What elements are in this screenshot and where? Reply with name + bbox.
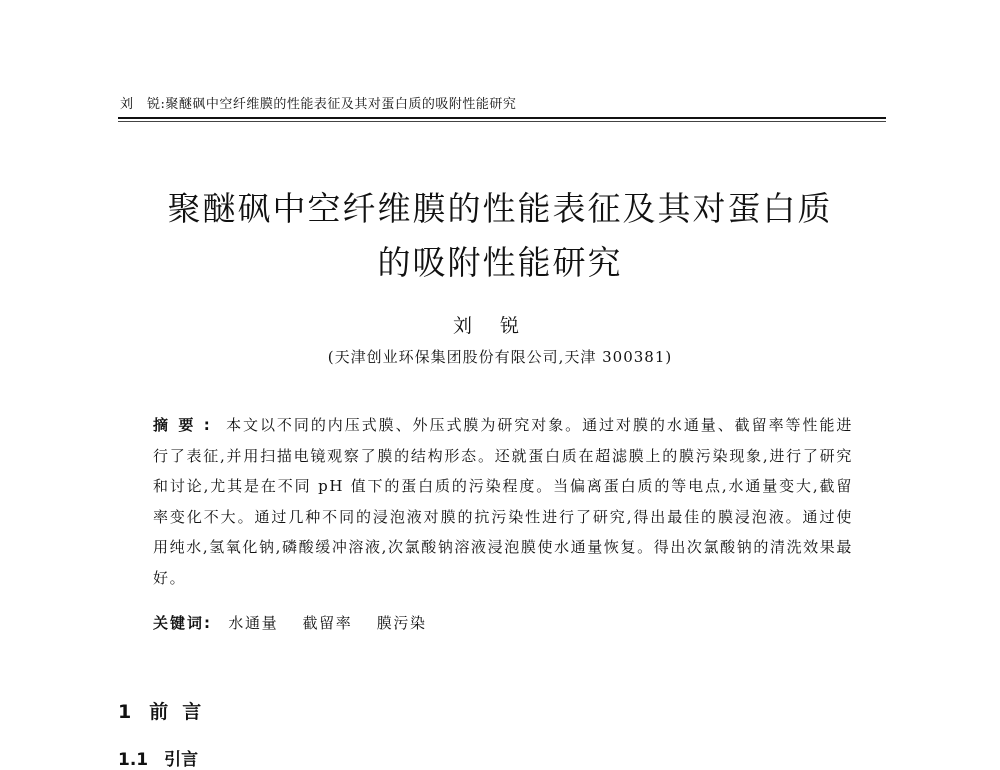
keywords-label: 关键词: [153, 614, 212, 632]
affiliation: (天津创业环保集团股份有限公司,天津 300381) [327, 348, 673, 366]
header-rule-thin [118, 121, 886, 122]
section-number: 1 [118, 701, 132, 723]
section-heading-1-1 [118, 745, 198, 770]
keywords [153, 612, 853, 633]
section-title: 引言 [164, 750, 199, 770]
title-line-1: 聚醚砜中空纤维膜的性能表征及其对蛋白质 [167, 189, 833, 228]
keyword-item: 膜污染 [376, 614, 427, 632]
section-heading-1 [118, 697, 215, 724]
header-rule-thick [118, 117, 886, 119]
author-name: 刘锐 [452, 315, 547, 337]
abstract [153, 410, 853, 593]
keyword-item: 截留率 [302, 614, 353, 632]
keyword-item: 水通量 [228, 614, 279, 632]
abstract-label: 摘要: [153, 416, 220, 434]
title-line-2: 的吸附性能研究 [377, 243, 623, 282]
section-title: 前言 [149, 701, 216, 723]
abstract-text: 本文以不同的内压式膜、外压式膜为研究对象。通过对膜的水通量、截留率等性能进行了表征,并用扫描电镜观察了膜的结构形态。还就蛋白质在超滤膜上的膜污染现象,进行了研究和讨论,尤其是在不同 pH 值下的蛋白质的污染程度。当偏离蛋白质的等电点,水通量变大,截留率变化不大。通过几种不同的浸泡液对膜的抗污染性进行了研究,得出最佳的膜浸泡液。通过使用纯水,氢氧化钠,磷酸缓冲溶液,次氯酸钠溶液浸泡膜使水通量恢复。得出次氯酸钠的清洗效果最好。 [153, 416, 853, 587]
running-head: 刘 锐:聚醚砜中空纤维膜的性能表征及其对蛋白质的吸附性能研究 [120, 97, 517, 112]
paper-title [100, 182, 900, 290]
section-number: 1.1 [118, 750, 149, 770]
